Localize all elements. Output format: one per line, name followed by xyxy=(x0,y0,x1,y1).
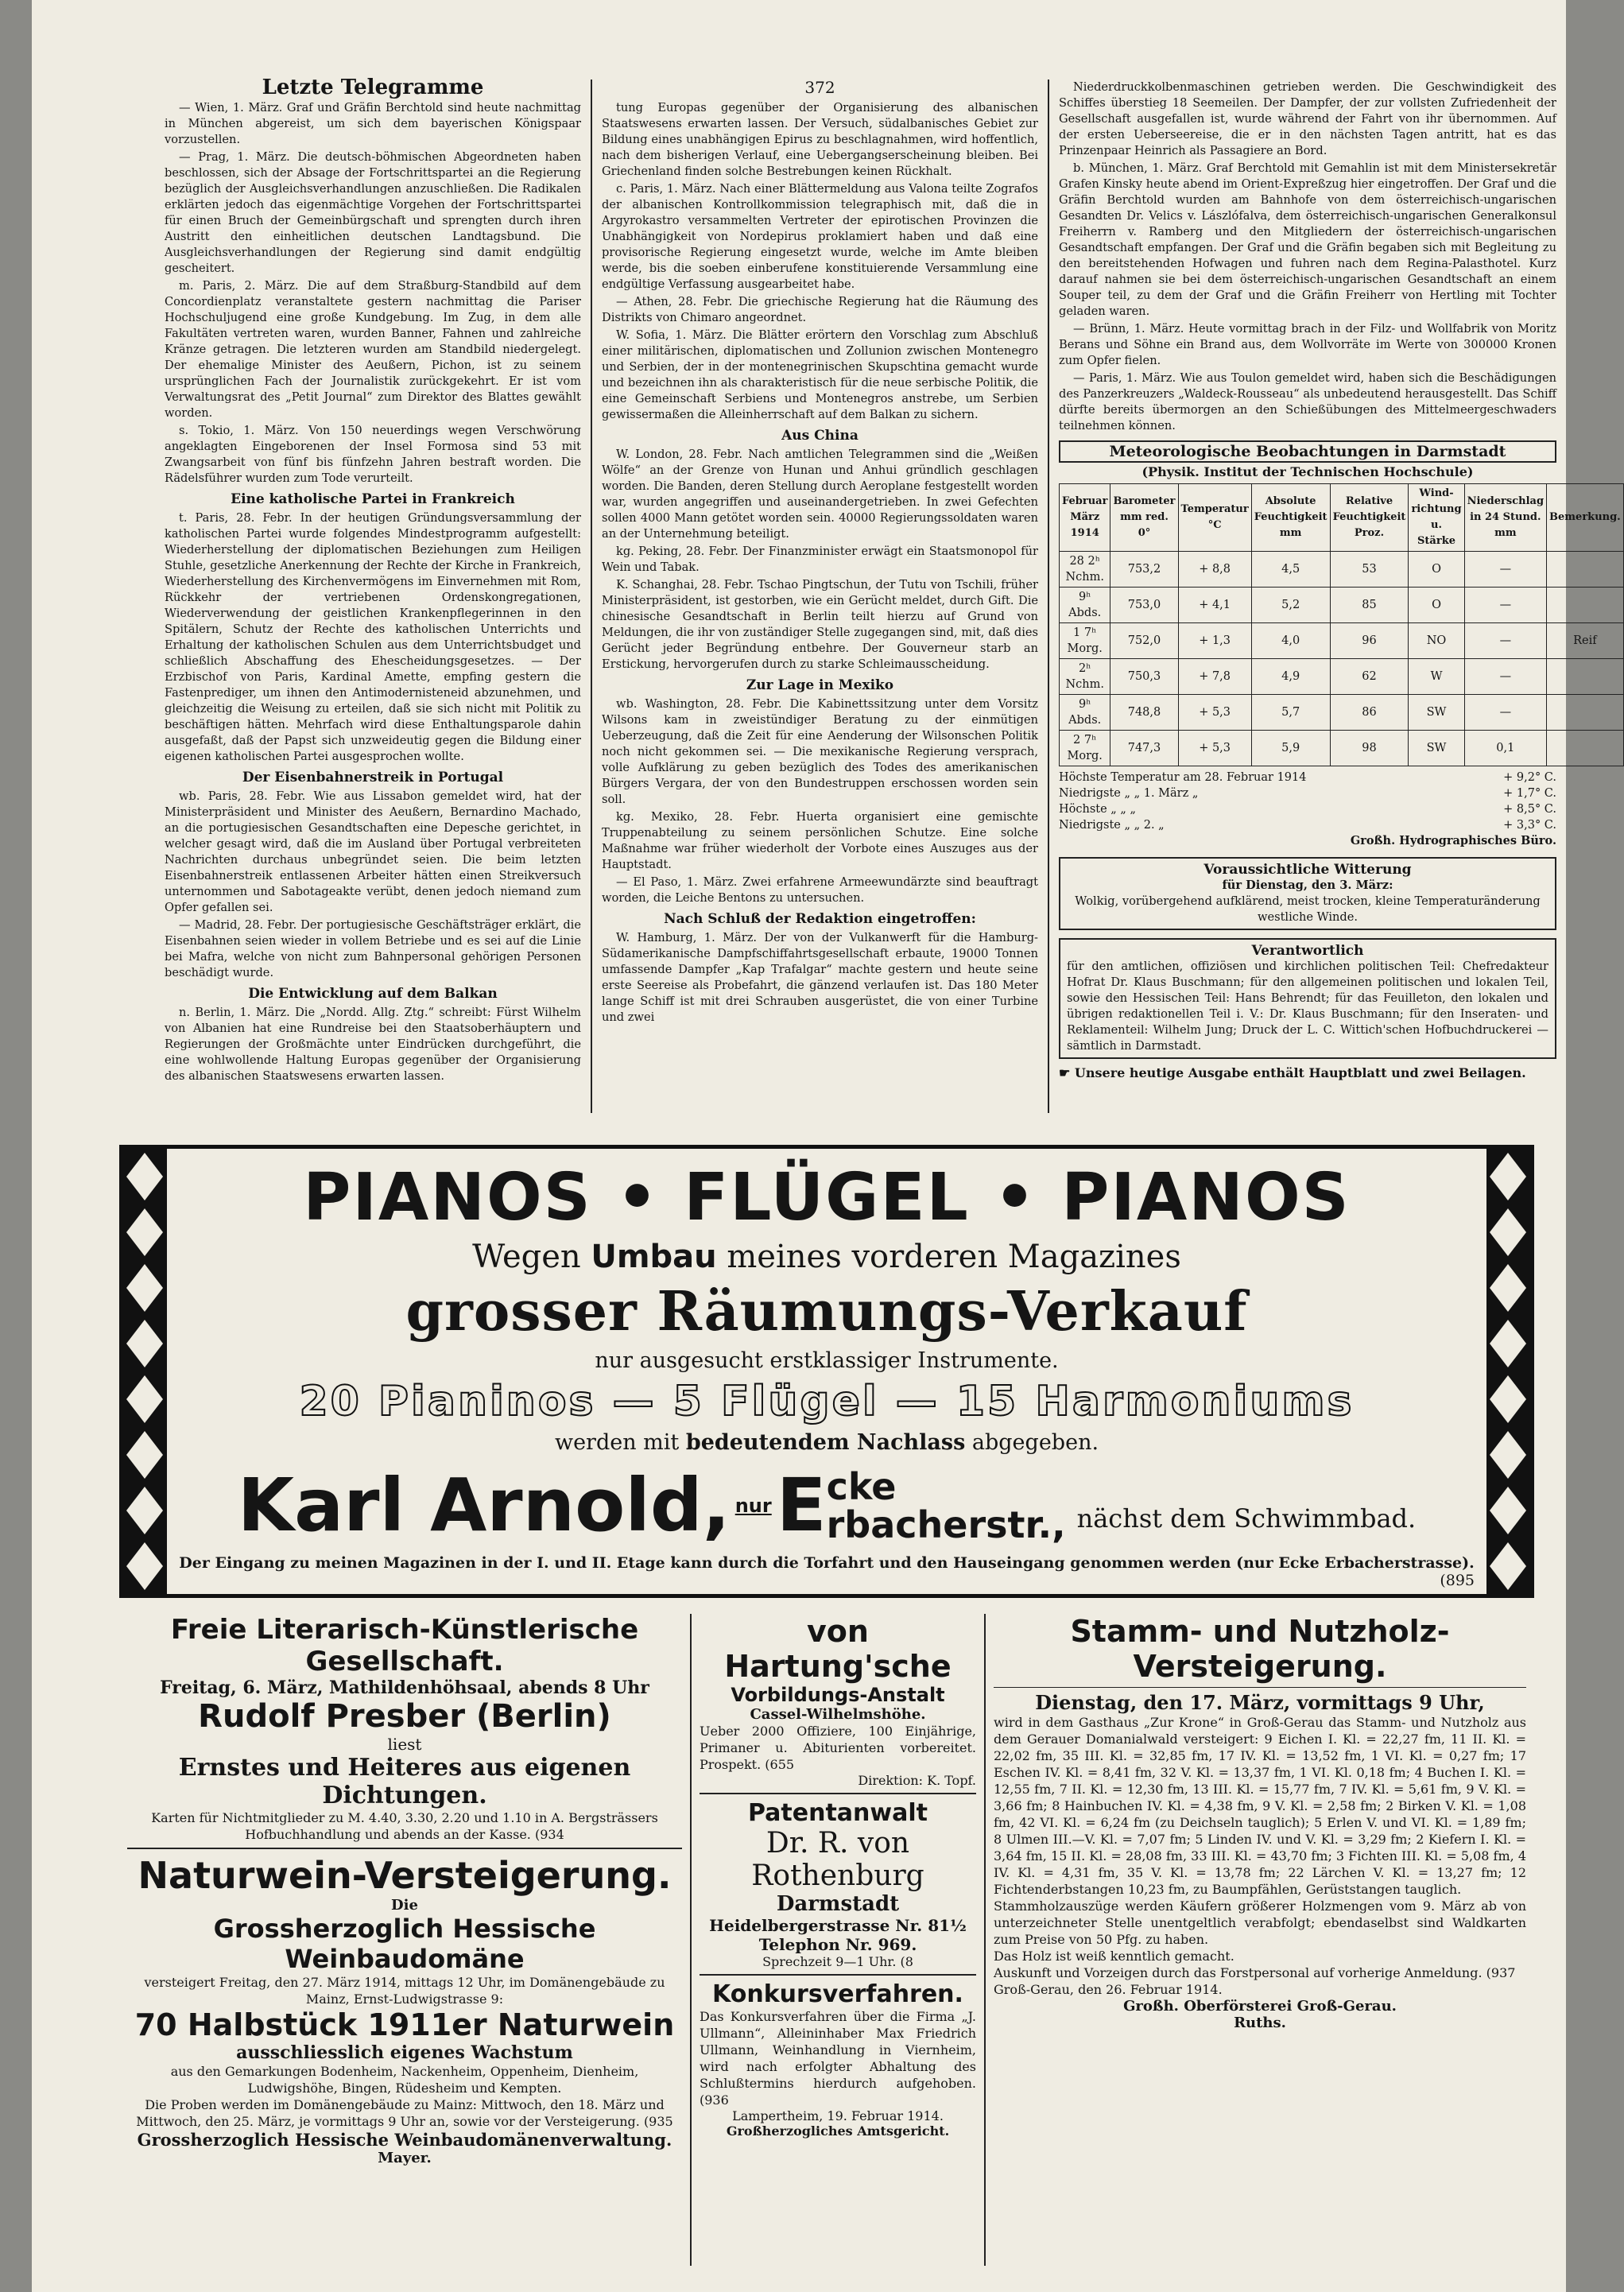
banner-text: Wegen xyxy=(472,1239,591,1275)
column-1 xyxy=(155,76,592,1113)
table-row xyxy=(1060,552,1624,588)
temperature-value: + 9,2° C. xyxy=(1503,771,1556,784)
table-cell: + 4,1 xyxy=(1178,588,1251,623)
article: c. Paris, 1. März. Nach einer Blättermeldung aus Valona teilte Zografos der albanischen Kontrollkommission telegraphisch mit, daß die in Argyrokastro versammelten Vertreter der epirotischen Provinzen die Unabhängigkeit von Nordepirus proklamiert haben und daß eine provisorische Regierung eingesetzt wurde, welche im Amte bleiben werde, bis die soeben einberufene konstituierende Versammlung eine endgültige Verfassung ausgearbeitet habe. xyxy=(602,182,1038,291)
table-header: Barometer mm red. 0° xyxy=(1110,484,1178,552)
subheading: Aus China xyxy=(781,428,859,444)
temperature-source: Großh. Hydrographisches Büro. xyxy=(1350,834,1556,847)
decorative-border-left xyxy=(123,1149,167,1594)
divider xyxy=(700,1793,976,1794)
ad-text: wird in dem Gasthaus „Zur Krone“ in Groß-Gerau das Stamm- und Nutzholz aus dem Gerauer Domanialwald versteigert: 9 Eichen I. Kl. = 22,27 fm, 11 II. Kl. = 22,02 fm, 35 III. Kl. = 32,85 fm, 17 IV. Kl. = 13,52 fm, 1 VI. Kl. = 0,27 fm; 17 Eschen IV. Kl. = 8,41 fm, 32 V. Kl. = 13,37 fm, 1 VI. Kl. 0,18 fm; 4 Buchen I. Kl. = 12,55 fm, 7 II. Kl. = 12,30 fm, 13 III. Kl. = 15,77 fm, 7 IV. Kl. = 5,61 fm, 9 V. Kl. = 3,66 fm; 8 Hainbuchen IV. Kl. = 4,38 fm, 9 V. Kl. = 2,58 fm; 2 Birken V. Kl. = 1,08 fm, 42 VI. Kl. = 6,24 fm (zu Deichseln tauglich); 5 Erlen V. und VI. Kl. = 1,89 fm; 8 Ulmen III.—V. Kl. = 7,07 fm; 5 Linden IV. und V. Kl. = 3,29 fm; 2 Kiefern I. Kl. = 3,64 fm, 15 II. Kl. = 28,08 fm, 33 III. Kl. = 43,70 fm; 3 Fichten III. Kl. = 5,08 fm, 4 IV. Kl. = 4,31 fm, 35 V. Kl. = 13,78 fm; 22 Lärchen V. Kl. = 13,27 fm; 12 Fichtenderbstangen 10,23 fm, zu Baumpfählen, Gerüststangen tauglich. xyxy=(994,1715,1526,1897)
table-cell: 4,0 xyxy=(1251,623,1330,659)
news-section xyxy=(155,76,1621,1113)
ad-title: Stamm- und Nutzholz-Versteigerung. xyxy=(1070,1614,1450,1684)
banner-reason xyxy=(179,1239,1475,1275)
table-cell: W xyxy=(1409,659,1464,695)
heading-letzte-telegramme: Letzte Telegramme xyxy=(262,76,484,99)
responsible-text: für den amtlichen, offiziösen und kirchlichen politischen Teil: Chefredakteur Hofrat Dr. Klaus Buschmann; für den allgemeinen politischen und lokalen Teil, sowie den Hessischen Teil: Hans Behrendt; für das Feuilleton, den lokalen und übrigen redaktionellen Teil i. V.: Dr. Klaus Buschmann; für den Inseraten- und Reklamenteil: Wilhelm Jung; Druck der L. C. Wittich'schen Hofbuchdruckerei — sämtlich in Darmstadt. xyxy=(1067,960,1548,1053)
weather-forecast-box xyxy=(1059,857,1556,930)
article: — Brünn, 1. März. Heute vormittag brach in der Filz- und Wollfabrik von Moritz Berans und Söhne ein Brand aus, dem Wollvorräte im Werte von 300000 Kronen zum Opfer fielen. xyxy=(1059,322,1556,367)
table-cell: 98 xyxy=(1330,731,1409,766)
article: s. Tokio, 1. März. Von 150 neuerdings wegen Verschwörung angeklagten Eingeborenen der Insel Formosa sind 53 mit Zwangsarbeit von fünf bis fünfzehn Jahren bestraft worden. Die Rädelsführer wurden zum Tode verurteilt. xyxy=(165,424,581,485)
ad-title: von Hartung'sche xyxy=(724,1614,952,1684)
table-header: Niederschlag in 24 Stund. mm xyxy=(1464,484,1546,552)
ad-lot-sub: ausschliesslich eigenes Wachstum xyxy=(236,2042,573,2063)
article: kg. Peking, 28. Febr. Der Finanzminister erwägt ein Staatsmonopol für Wein und Tabak. xyxy=(602,545,1038,574)
ad-patent-attorney xyxy=(700,1799,976,1969)
ad-date: versteigert Freitag, den 27. März 1914, mittags 12 Uhr, im Domänengebäude zu Mainz, Ernst-Ludwigstrasse 9: xyxy=(144,1975,665,2007)
table-row xyxy=(1060,588,1624,623)
article: — Athen, 28. Febr. Die griechische Regierung hat die Räumung des Distrikts von Chimaro angeordnet. xyxy=(602,295,1038,324)
temperature-row xyxy=(1059,770,1556,785)
temperature-value: + 3,3° C. xyxy=(1503,819,1556,832)
table-cell: 85 xyxy=(1330,588,1409,623)
article: b. München, 1. März. Graf Berchtold mit Gemahlin ist mit dem Ministersekretär Grafen Kinsky heute abend im Orient-Expreßzug hier eingetroffen. Der Graf und die Gräfin Berchtold wurden am Bahnhofe von dem österreichisch-ungarischen Gesandten Dr. Velics v. Lászlófalva, dem österreichisch-ungarischen Generalkonsul Freiherrn v. Ramberg und den Mitgliedern der österreichisch-ungarischen Gesandtschaft empfangen. Der Graf und die Gräfin begaben sich mit Begleitung zu den bereitstehenden Hofwagen und fuhren nach dem Regina-Palasthotel. Kurz darauf nahmen sie bei dem österreichisch-ungarischen Gesandtschaft an einem Souper teil, zu dem der Graf und die Gräfin Freiherr von Hertling mit Tochter geladen waren. xyxy=(1059,161,1556,318)
temperature-row xyxy=(1059,785,1556,801)
table-cell: SW xyxy=(1409,731,1464,766)
table-header: Absolute Feuchtigkeit mm xyxy=(1251,484,1330,552)
temperature-label: Höchste Temperatur am 28. Februar 1914 xyxy=(1059,771,1307,784)
ad-signature: Großherzogliches Amtsgericht. xyxy=(726,2123,950,2139)
article: W. Sofia, 1. März. Die Blätter erörtern den Vorschlag zum Abschluß einer militärischen, diplomatischen und Zollunion zwischen Montenegro und Serbien, der in der montenegrinischen Skupschtina gemacht wurde und bezeichnen ihn als charakteristisch für die neue serbische Politik, die eine Gemeinschaft Serbiens und Montenegros anstrebe, um Serbien gewissermaßen die Alleinherrschaft auf dem Balkan zu sichern. xyxy=(602,328,1038,421)
temperature-label: Niedrigste „ „ 2. „ xyxy=(1059,819,1165,832)
article: m. Paris, 2. März. Die auf dem Straßburg-Standbild auf dem Concordienplatz veranstaltete gestern nachmittag die Pariser Hochschuljugend eine große Kundgebung. Im Zug, in dem alle Fakultäten vertreten waren, wurden Banner, Fahnen und zahlreiche Kränze getragen. Die letzteren wurden am Standbild niedergelegt. Der ehemalige Minister des Aeußern, Pichon, ist zu seinem ursprünglichen Fach der Journalistik zurückgekehrt. Er ist vom Verwaltungsrat des „Petit Journal“ zum Direktor des Blattes gewählt worden. xyxy=(165,279,581,420)
table-cell: 5,9 xyxy=(1251,731,1330,766)
banner-text-bold: Umbau xyxy=(591,1239,717,1275)
table-cell: 28 2ʰ Nchm. xyxy=(1060,552,1110,588)
table-cell: O xyxy=(1409,588,1464,623)
table-cell: + 5,3 xyxy=(1178,731,1251,766)
ad-date: Dienstag, den 17. März, vormittags 9 Uhr, xyxy=(1035,1691,1485,1714)
table-cell: Reif xyxy=(1547,623,1624,659)
responsible-title: Verantwortlich xyxy=(1251,943,1364,959)
table-cell xyxy=(1547,731,1624,766)
subheading: Die Entwicklung auf dem Balkan xyxy=(248,986,498,1002)
ad-date-place: Groß-Gerau, den 26. Februar 1914. xyxy=(994,1982,1223,1997)
table-header-row xyxy=(1060,484,1624,552)
decorative-border-right xyxy=(1486,1149,1530,1594)
weather-table xyxy=(1059,483,1624,766)
table-cell: — xyxy=(1464,552,1546,588)
ad-bankruptcy xyxy=(700,1980,976,2139)
ad-signature: Großh. Oberförsterei Groß-Gerau. xyxy=(1123,1998,1397,2015)
table-cell: 9ʰ Abds. xyxy=(1060,588,1110,623)
ad-wine-auction xyxy=(127,1854,682,2166)
banner-instrument-counts: 20 Pianinos — 5 Flügel — 15 Harmoniums xyxy=(299,1378,1355,1425)
table-cell: + 1,3 xyxy=(1178,623,1251,659)
article: wb. Washington, 28. Febr. Die Kabinettssitzung unter dem Vorsitz Wilsons kam in zweistündiger Beratung zu der einmütigen Ueberzeugung, daß die Zeit für eine Aenderung der Wilsonschen Politik noch nicht gekommen sei. — Die mexikanische Regierung versprach, volle Aufklärung zu geben bezüglich des Todes des amerikanischen Bürgers Vergara, der von den Bundestruppen erschossen worden sein soll. xyxy=(602,697,1038,806)
table-cell xyxy=(1547,552,1624,588)
article: W. London, 28. Febr. Nach amtlichen Telegrammen sind die „Weißen Wölfe“ an der Grenze von Hunan und Anhui gründlich geschlagen worden. Die Banden, deren Stellung durch Aeroplane festgestellt worden war, wurden angegriffen und auseinandergetrieben. In zwei Gefechten sollen 4000 Mann getötet worden sein. 40000 Regierungssoldaten waren an der Unternehmung beteiligt. xyxy=(602,448,1038,541)
temperature-row xyxy=(1059,817,1556,833)
article: W. Hamburg, 1. März. Der von der Vulkanwerft für die Hamburg-Südamerikanische Dampfschiffahrtsgesellschaft erbaute, 19000 Tonnen umfassende Dampfer „Kap Trafalgar“ machte gestern und heute seine erste Seereise als Probefahrt, die gänzend verlaufen ist. Das 180 Meter lange Schiff ist mit drei Schrauben ausgerüstet, die von einer Turbine und zwei xyxy=(602,931,1038,1024)
edition-notice: ☛ Unsere heutige Ausgabe enthält Hauptblatt und zwei Beilagen. xyxy=(1059,1065,1526,1080)
ad-signature: Grossherzoglich Hessische Weinbaudomänenverwaltung. xyxy=(137,2130,672,2150)
address-ecke: cke xyxy=(826,1464,897,1508)
ad-place: Cassel-Wilhelmshöhe. xyxy=(750,1706,926,1723)
table-cell: 753,0 xyxy=(1110,588,1178,623)
table-cell: 752,0 xyxy=(1110,623,1178,659)
weather-forecast-title: Voraussichtliche Witterung xyxy=(1203,862,1412,878)
ad-name: Dr. R. von Rothenburg xyxy=(751,1827,924,1892)
address-nur: nur xyxy=(734,1494,772,1517)
table-cell: SW xyxy=(1409,695,1464,731)
ads-column-2 xyxy=(692,1614,986,2266)
ad-text: Die xyxy=(391,1897,418,1914)
divider xyxy=(994,1687,1526,1688)
banner-text: werden mit xyxy=(554,1430,686,1455)
article: Niederdruckkolbenmaschinen getrieben werden. Die Geschwindigkeit des Schiffes überstieg 18 Seemeilen. Der Dampfer, der zur vollsten Zufriedenheit der Gesellschaft ausgefallen ist, wurde während der Fahrt von ihr übernommen. Auf der ersten Ueberseereise, die er in den nächsten Tagen antritt, hat es das Prinzenpaar Heinrich als Passagiere an Bord. xyxy=(1059,80,1556,157)
article: wb. Paris, 28. Febr. Wie aus Lissabon gemeldet wird, hat der Ministerpräsident und Minister des Aeußern, Bernardino Machado, an die portugiesischen Gesandtschaften eine Depesche gerichtet, in welcher gesagt wird, daß die im Ausland über Portugal verbreiteten Nachrichten durchaus unbegründet seien. Die beim letzten Eisenbahnerstreik entlassenen Arbeiter hätten einen Streikversuch unternommen und Sabotageakte verübt, denen jedoch niemand zum Opfer gefallen sei. xyxy=(165,789,581,914)
page-number: 372 xyxy=(804,78,835,97)
table-cell: + 7,8 xyxy=(1178,659,1251,695)
banner-text-bold: bedeutendem Nachlass xyxy=(685,1430,966,1455)
address-erbacherstr: rbacherstr., xyxy=(826,1503,1066,1546)
table-cell: 96 xyxy=(1330,623,1409,659)
ad-street: Heidelbergerstrasse Nr. 81½ xyxy=(709,1916,967,1935)
ad-hartung-school xyxy=(700,1614,976,1788)
banner-text: meines vorderen Magazines xyxy=(716,1239,1181,1275)
article: tung Europas gegenüber der Organisierung des albanischen Staatswesens erwarten lassen. Der Versuch, südalbanisches Gebiet zur Bildung eines unabhängigen Epirus zu beschlagnahmen, wird hoffentlich, nach dem bisherigen Verlauf, eine Uebergangserscheinung bleiben. Bei Griechenland finden solche Bestrebungen keinen Rückhalt. xyxy=(602,101,1038,178)
table-cell: 62 xyxy=(1330,659,1409,695)
table-cell: 753,2 xyxy=(1110,552,1178,588)
diamond-pattern-icon xyxy=(1486,1149,1530,1594)
article: — Madrid, 28. Febr. Der portugiesische Geschäftsträger erklärt, die Eisenbahnen seien wieder in vollem Betriebe und es sei auf die Linie bei Mafra, welche von nicht zum Bahnpersonal gehörigen Personen beschädigt wurde. xyxy=(165,918,581,979)
article: kg. Mexiko, 28. Febr. Huerta organisiert eine gemischte Truppenabteilung zu seinem persönlichen Schutze. Eine solche Maßnahme war früher wiederholt der Vorbote eines Auszuges aus der Hauptstadt. xyxy=(602,810,1038,871)
ad-text: Das Holz ist weiß kenntlich gemacht. xyxy=(994,1949,1234,1964)
banner-address xyxy=(179,1463,1475,1548)
table-cell: 750,3 xyxy=(1110,659,1178,695)
table-cell: 86 xyxy=(1330,695,1409,731)
article: n. Berlin, 1. März. Die „Nordd. Allg. Ztg.“ schreibt: Fürst Wilhelm von Albanien hat eine Rundreise bei den Staatsoberhäuptern und Regierungen der Großmächte unter Eindrücken durchgeführt, die eine wohlwollende Haltung Europas gegenüber der Organisierung des albanischen Staatswesens erwarten lassen. xyxy=(165,1006,581,1083)
banner-content xyxy=(179,1155,1475,1589)
weather-table-subtitle: (Physik. Institut der Technischen Hochschule) xyxy=(1141,464,1474,479)
banner-quality: nur ausgesucht erstklassiger Instrumente. xyxy=(595,1348,1059,1373)
table-cell: 0,1 xyxy=(1464,731,1546,766)
ad-text: Ueber 2000 Offiziere, 100 Einjährige, Primaner u. Abiturienten vorbereitet. Prospekt. (655 xyxy=(700,1724,976,1772)
table-cell: 4,9 xyxy=(1251,659,1330,695)
classified-ads xyxy=(119,1614,1534,2266)
table-header: Februar März 1914 xyxy=(1060,484,1110,552)
table-row xyxy=(1060,695,1624,731)
column-2 xyxy=(592,80,1049,1113)
banner-title: PIANOS • FLÜGEL • PIANOS xyxy=(303,1160,1351,1235)
weather-forecast-text: Wolkig, vorübergehend aufklärend, meist trocken, kleine Temperaturänderung westliche Winde. xyxy=(1075,894,1541,924)
ad-text: liest xyxy=(387,1735,422,1754)
table-cell: NO xyxy=(1409,623,1464,659)
merchant-name: Karl Arnold, xyxy=(237,1463,731,1548)
ad-text: Stammholzauszüge werden Käufern größerer Holzmengen vom 9. März ab von unterzeichneter Stelle unentgeltlich verabfolgt; ebendaselbst sind Waldkarten zum Preise von 50 Pfg. zu haben. xyxy=(994,1898,1526,1947)
article: t. Paris, 28. Febr. In der heutigen Gründungsversammlung der katholischen Partei wurde folgendes Mindestprogramm aufgestellt: Wiederherstellung der diplomatischen Beziehungen zum Heiligen Stuhle, gesetzliche Anerkennung der Rechte der Kirche in Frankreich, Wiederherstellung des Kirchenvermögens im Einvernehmen mit Rom, Rückkehr der vertriebenen Ordenskongregationen, Wiederverwendung der geistlichen Krankenpflegerinnen in den Spitälern, Schutz der Rechte des katholischen Unterrichts und Erhaltung der katholischen Schulen aus dem Unterrichtsbudget und schließlich Abschaffung des Ehescheidungsgesetzes. — Der Erzbischof von Paris, Kardinal Amette, empfing gestern die Fastenprediger, um ihnen den Antimodernisteneid abzunehmen, und gleichzeitig die Weisung zu erteilen, daß sie sich nicht mit Politik zu beschäftigen hätten. Mehrfach wird diese Enthaltungsparole dahin ausgefaßt, daß der Papst sich unzweideutig gegen die Bildung einer eigenen katholischen Partei ausgesprochen wollte. xyxy=(165,511,581,763)
temperature-value: + 8,5° C. xyxy=(1503,803,1556,816)
responsible-editors-box xyxy=(1059,938,1556,1059)
article: K. Schanghai, 28. Febr. Tschao Pingtschun, der Tutu von Tschili, früher Ministerpräsident, ist gestorben, wie ein Gerücht meldet, durch Gift. Die chinesische Gesandtschaft in Berlin teilt hierzu auf Grund von Meldungen, die ihr von zuständiger Stelle zugegangen sind, mit, daß dies Gerücht jeder Begründung entbehre. Der Gouverneur starb an Erstickung, hervorgerufen durch zu starke Schleimausscheidung. xyxy=(602,578,1038,671)
table-cell: 747,3 xyxy=(1110,731,1178,766)
table-cell: 53 xyxy=(1330,552,1409,588)
ad-organization: Grossherzoglich Hessische Weinbaudomäne xyxy=(213,1914,596,1974)
ad-city: Darmstadt xyxy=(776,1892,900,1916)
ad-date: Lampertheim, 19. Februar 1914. xyxy=(732,2108,944,2123)
table-cell: + 5,3 xyxy=(1178,695,1251,731)
ad-title: Naturwein-Versteigerung. xyxy=(138,1854,672,1897)
banner-footnote xyxy=(179,1554,1475,1589)
table-cell: 1 7ʰ Morg. xyxy=(1060,623,1110,659)
ad-lot: 70 Halbstück 1911er Naturwein xyxy=(134,2007,675,2042)
table-cell: 9ʰ Abds. xyxy=(1060,695,1110,731)
temperature-extremes xyxy=(1059,770,1556,849)
table-cell: — xyxy=(1464,659,1546,695)
table-cell: — xyxy=(1464,623,1546,659)
divider xyxy=(127,1848,682,1849)
article: — El Paso, 1. März. Zwei erfahrene Armeewundärzte sind beauftragt worden, die Leiche Bentons zu untersuchen. xyxy=(602,875,1038,905)
ad-hours: Sprechzeit 9—1 Uhr. (8 xyxy=(762,1954,913,1969)
ad-subtitle: Vorbildungs-Anstalt xyxy=(731,1684,945,1706)
address-landmark: nächst dem Schwimmbad. xyxy=(1076,1503,1417,1534)
table-cell: 2ʰ Nchm. xyxy=(1060,659,1110,695)
ad-phone: Telephon Nr. 969. xyxy=(758,1935,917,1954)
table-header: Temperatur °C xyxy=(1178,484,1251,552)
ad-literary-society xyxy=(127,1614,682,1843)
diamond-pattern-icon xyxy=(123,1149,167,1594)
subheading: Nach Schluß der Redaktion eingetroffen: xyxy=(664,911,976,927)
table-cell xyxy=(1547,659,1624,695)
ad-tickets: Karten für Nichtmitglieder zu M. 4.40, 3.30, 2.20 und 1.10 in A. Bergsträssers Hofbuchhandlung und abends an der Kasse. (934 xyxy=(151,1810,658,1842)
banner-text: abgegeben. xyxy=(965,1430,1099,1455)
ad-director: Direktion: K. Topf. xyxy=(858,1773,976,1788)
table-cell: 748,8 xyxy=(1110,695,1178,731)
subheading: Der Eisenbahnerstreik in Portugal xyxy=(242,770,504,785)
weather-forecast-date: für Dienstag, den 3. März: xyxy=(1222,878,1393,892)
temperature-row xyxy=(1059,801,1556,817)
ad-signature-name: Mayer. xyxy=(378,2150,432,2166)
ad-timber-auction xyxy=(994,1614,1526,2031)
ad-text: Auskunft und Vorzeigen durch das Forstpersonal auf vorherige Anmeldung. (937 xyxy=(994,1965,1516,1980)
table-cell xyxy=(1547,695,1624,731)
table-cell: — xyxy=(1464,588,1546,623)
article: — Wien, 1. März. Graf und Gräfin Berchtold sind heute nachmittag in München abgereist, um sich dem bayerischen Königspaar vorzustellen. xyxy=(165,101,581,146)
subheading: Zur Lage in Mexiko xyxy=(746,677,894,693)
temperature-label: Niedrigste „ „ 1. März „ xyxy=(1059,787,1199,800)
table-header: Wind-richtung u. Stärke xyxy=(1409,484,1464,552)
ads-column-3 xyxy=(986,1614,1534,2266)
table-cell xyxy=(1547,588,1624,623)
table-header: Relative Feuchtigkeit Proz. xyxy=(1330,484,1409,552)
ad-date: Freitag, 6. März, Mathildenhöhsaal, abends 8 Uhr xyxy=(160,1677,649,1698)
table-cell: 5,2 xyxy=(1251,588,1330,623)
ad-proben: Die Proben werden im Domänengebäude zu Mainz: Mittwoch, den 18. März und Mittwoch, den 25. März, je vormittags 9 Uhr an, sowie vor der Versteigerung. (935 xyxy=(136,2097,673,2129)
temperature-value: + 1,7° C. xyxy=(1503,787,1556,800)
table-cell: — xyxy=(1464,695,1546,731)
address-street xyxy=(826,1464,1066,1546)
table-cell: 2 7ʰ Morg. xyxy=(1060,731,1110,766)
table-row xyxy=(1060,623,1624,659)
ad-text: Das Konkursverfahren über die Firma „J. Ullmann“, Alleininhaber Max Friedrich Ullmann, Weinhandlung in Viernheim, wird nach erfolgter Abhaltung des Schlußtermins hierdurch aufgehoben. (936 xyxy=(700,2009,976,2108)
banner-footnote-text: Der Eingang zu meinen Magazinen in der I. und II. Etage kann durch die Torfahrt und den Hauseingang genommen werden (nur Ecke Erbacherstrasse). xyxy=(179,1554,1475,1572)
ads-column-1 xyxy=(119,1614,692,2266)
ad-title: Freie Literarisch-Künstlerische Gesellschaft. xyxy=(170,1614,639,1677)
address-initial: E xyxy=(776,1463,827,1548)
table-cell: 5,7 xyxy=(1251,695,1330,731)
ad-title: Konkursverfahren. xyxy=(712,1980,963,2008)
divider xyxy=(700,1974,976,1976)
table-row xyxy=(1060,731,1624,766)
column-3 xyxy=(1049,80,1621,1113)
ad-title: Patentanwalt xyxy=(748,1799,928,1827)
article: — Paris, 1. März. Wie aus Toulon gemeldet wird, haben sich die Beschädigungen des Panzerkreuzers „Waldeck-Rousseau“ als unbedeutend herausgestellt. Das Schiff dürfte bereits übermorgen an den Schießübungen des Mittelmeergeschwaders teilnehmen können. xyxy=(1059,371,1556,432)
table-row xyxy=(1060,659,1624,695)
ad-signature-name: Ruths. xyxy=(1234,2015,1286,2031)
banner-discount xyxy=(179,1430,1475,1455)
ad-speaker: Rudolf Presber (Berlin) xyxy=(198,1698,611,1735)
ad-topic: Ernstes und Heiteres aus eigenen Dichtungen. xyxy=(178,1754,631,1809)
temperature-label: Höchste „ „ „ xyxy=(1059,803,1137,816)
subheading: Eine katholische Partei in Frankreich xyxy=(231,491,515,507)
weather-table-title: Meteorologische Beobachtungen in Darmstadt xyxy=(1059,440,1556,463)
news-columns xyxy=(155,76,1621,1113)
article: — Prag, 1. März. Die deutsch-böhmischen Abgeordneten haben beschlossen, sich der Absage der Fortschrittspartei an die Regierung bezüglich der Ausgleichsverhandlungen anzuschließen. Die Radikalen erklärten jedoch das eigenmächtige Vorgehen der Fortschrittspartei für einen Bruch der Gemeinbürgschaft und sprengten durch ihren Austritt den einheitlichen deutschen Landtagsbund. Die Ausgleichsverhandlungen der Regierung sind damit endgültig gescheitert. xyxy=(165,150,581,275)
table-cell: + 8,8 xyxy=(1178,552,1251,588)
table-header: Bemerkung. xyxy=(1547,484,1624,552)
piano-advertisement xyxy=(119,1145,1534,1598)
ad-code: (895 xyxy=(1440,1572,1475,1589)
table-cell: O xyxy=(1409,552,1464,588)
ad-origin: aus den Gemarkungen Bodenheim, Nackenheim, Oppenheim, Dienheim, Ludwigshöhe, Bingen, Rüdesheim und Kempten. xyxy=(170,2064,639,2096)
table-cell: 4,5 xyxy=(1251,552,1330,588)
banner-sale-title: grosser Räumungs-Verkauf xyxy=(405,1280,1248,1344)
